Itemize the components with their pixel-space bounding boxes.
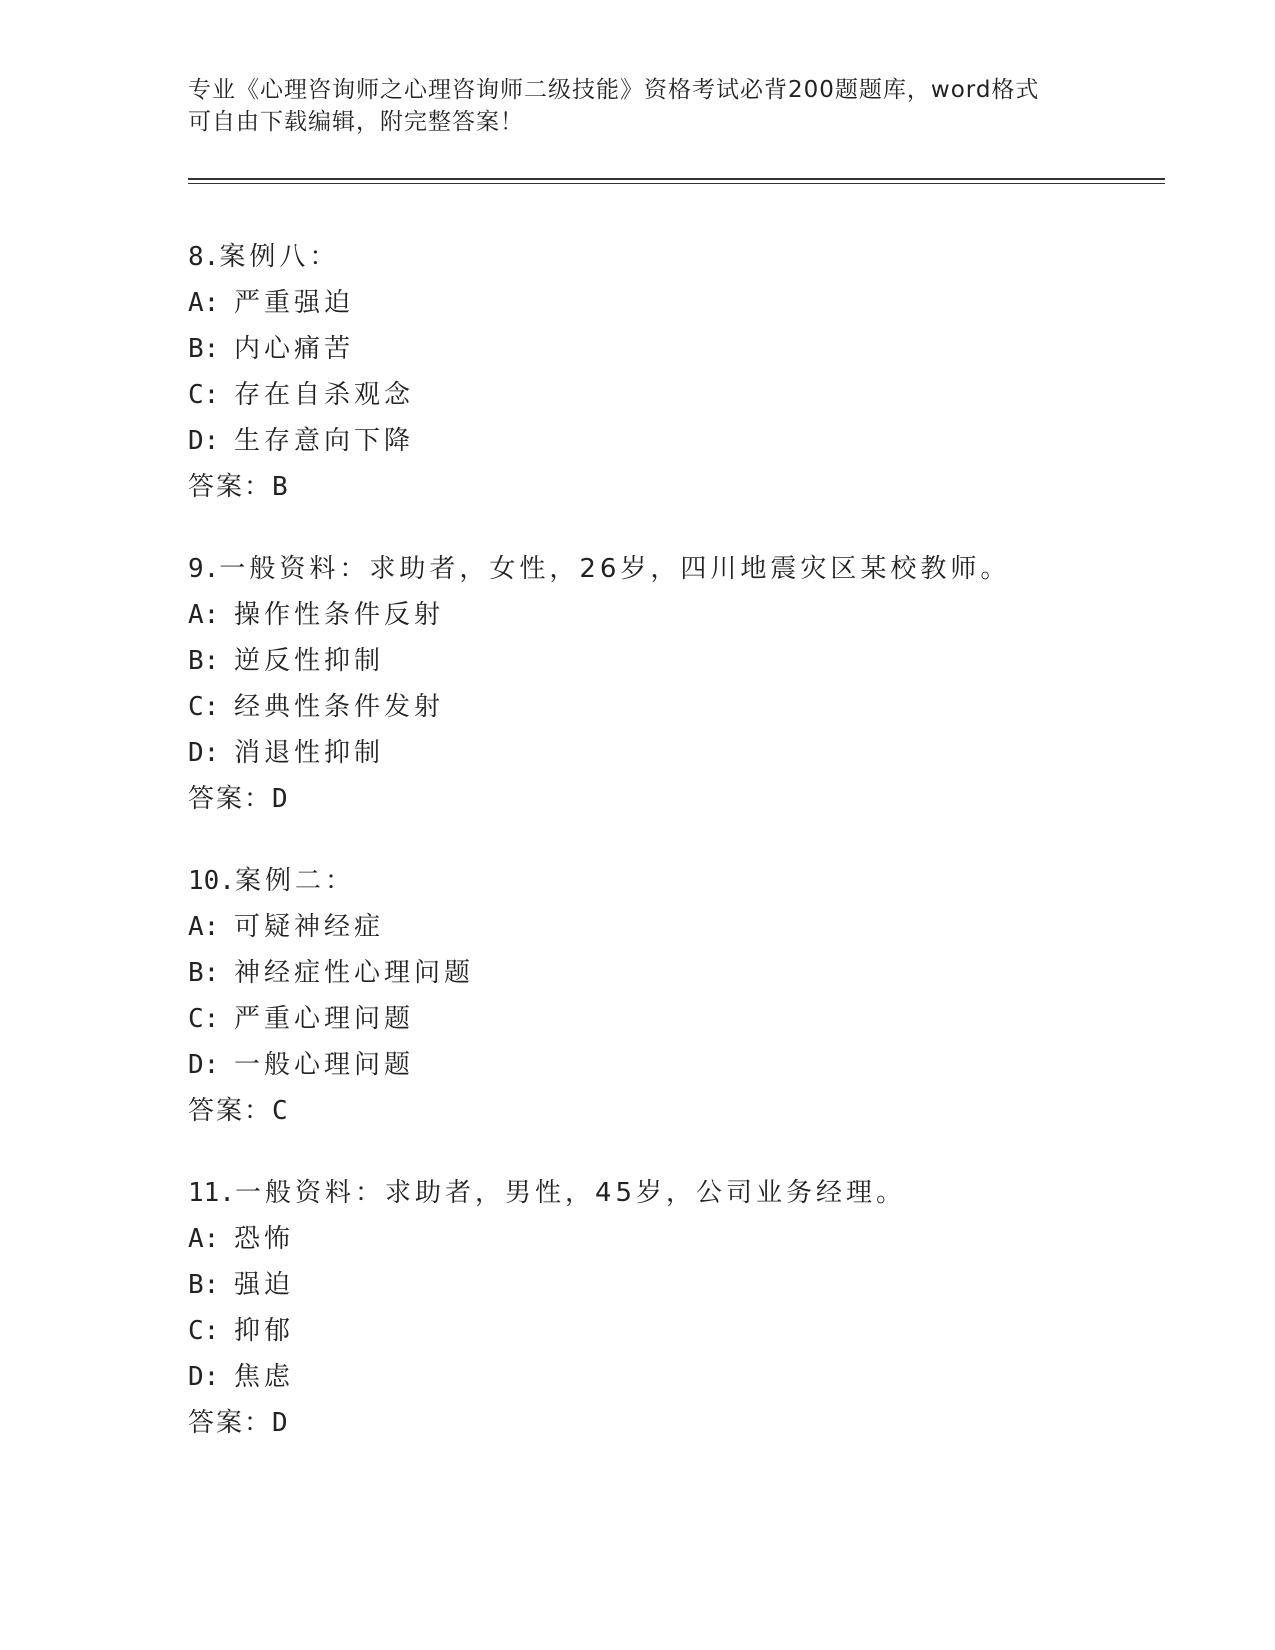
option-b [188,638,1168,684]
option-text: 生存意向下降 [234,426,415,456]
option-d [188,730,1168,776]
option-d [188,418,1168,464]
question-stem [188,546,1168,592]
option-letter: D: [188,1362,220,1392]
option-text: 可疑神经症 [234,912,385,942]
option-letter: A: [188,288,220,318]
option-text: 抑郁 [234,1316,295,1346]
option-c [188,372,1168,418]
question-number: 11. [188,1178,235,1208]
question-stem [188,234,1168,280]
option-a [188,280,1168,326]
question-number: 8. [188,242,220,272]
answer-label: 答案： [188,784,273,814]
header-title-line-2: 可自由下载编辑，附完整答案！ [188,109,524,135]
option-letter: A: [188,912,220,942]
option-c [188,996,1168,1042]
answer-line [188,776,1168,822]
option-d [188,1354,1168,1400]
option-text: 恐怖 [234,1224,295,1254]
option-text: 严重心理问题 [234,1004,415,1034]
option-a [188,592,1168,638]
question-text: 一般资料：求助者，女性，26岁，四川地震灾区某校教师。 [219,554,1011,584]
option-text: 一般心理问题 [234,1050,415,1080]
option-text: 内心痛苦 [234,334,355,364]
option-letter: B: [188,958,220,988]
question-text: 案例二： [234,866,355,896]
option-b [188,1262,1168,1308]
option-a [188,1216,1168,1262]
question-item [188,234,1168,510]
question-number: 9. [188,554,220,584]
option-text: 消退性抑制 [234,738,385,768]
option-d [188,1042,1168,1088]
option-text: 严重强迫 [234,288,355,318]
option-text: 焦虑 [234,1362,295,1392]
answer-value: B [272,472,288,502]
option-letter: B: [188,1270,220,1300]
answer-line [188,1088,1168,1134]
question-item [188,546,1168,822]
question-stem [188,1170,1168,1216]
answer-value: D [272,1408,288,1438]
option-text: 操作性条件反射 [234,600,445,630]
option-text: 存在自杀观念 [234,380,415,410]
option-letter: A: [188,600,220,630]
option-letter: D: [188,738,220,768]
option-c [188,1308,1168,1354]
option-letter: D: [188,426,220,456]
option-a [188,904,1168,950]
question-stem [188,858,1168,904]
question-text: 案例八： [219,242,340,272]
option-letter: C: [188,380,220,410]
option-letter: C: [188,692,220,722]
header-divider-thin [188,183,1165,184]
option-text: 强迫 [234,1270,295,1300]
answer-value: D [272,784,288,814]
option-letter: B: [188,334,220,364]
option-text: 神经症性心理问题 [234,958,475,988]
option-b [188,950,1168,996]
header-divider-thick [188,178,1165,180]
option-letter: A: [188,1224,220,1254]
option-letter: B: [188,646,220,676]
option-c [188,684,1168,730]
header-title-line-1: 专业《心理咨询师之心理咨询师二级技能》资格考试必背200题题库，word格式 [188,77,1040,103]
option-b [188,326,1168,372]
option-text: 逆反性抑制 [234,646,385,676]
question-number: 10. [188,866,235,896]
question-item [188,1170,1168,1446]
answer-line [188,464,1168,510]
option-letter: C: [188,1004,220,1034]
question-item [188,858,1168,1134]
answer-label: 答案： [188,472,273,502]
answer-line [188,1400,1168,1446]
option-text: 经典性条件发射 [234,692,445,722]
answer-label: 答案： [188,1096,273,1126]
answer-value: C [272,1096,288,1126]
option-letter: C: [188,1316,220,1346]
option-letter: D: [188,1050,220,1080]
answer-label: 答案： [188,1408,273,1438]
question-text: 一般资料：求助者，男性，45岁，公司业务经理。 [234,1178,907,1208]
document-header [188,74,1088,138]
question-list [188,234,1168,1482]
